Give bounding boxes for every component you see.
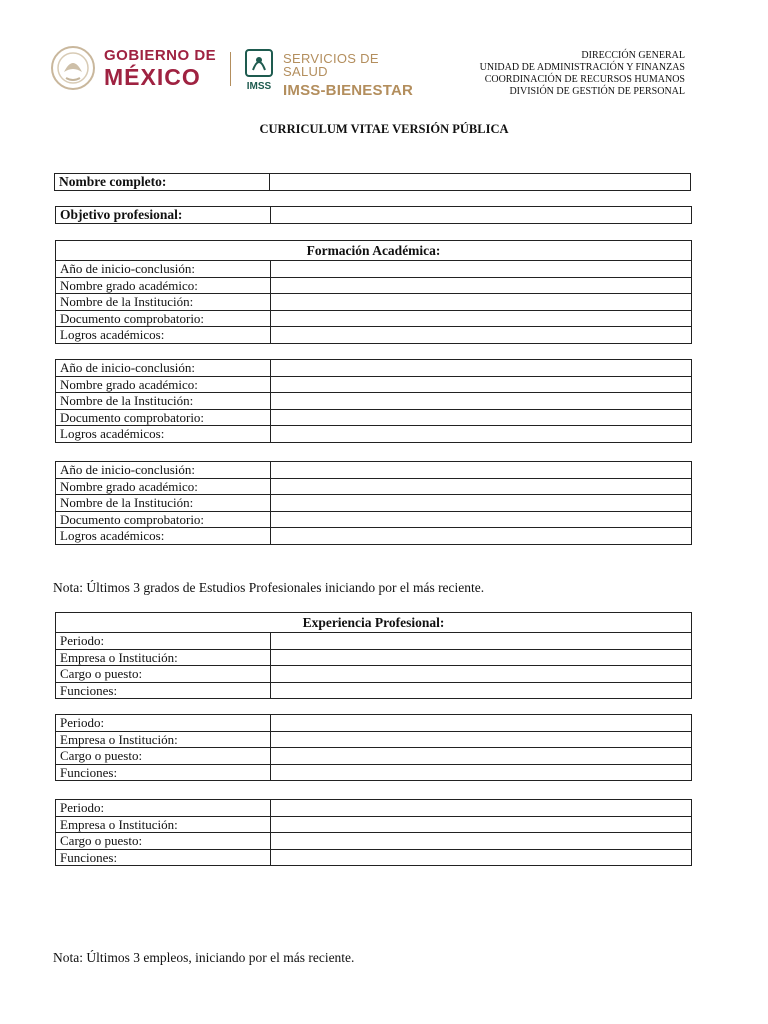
nombre-label: Nombre completo: <box>55 174 270 191</box>
header-line-division: DIVISIÓN DE GESTIÓN DE PERSONAL <box>509 86 685 97</box>
header-divider <box>230 52 231 86</box>
exp-field[interactable] <box>271 731 692 748</box>
form-label: Nombre de la Institución: <box>56 294 271 311</box>
exp-field[interactable] <box>271 715 692 732</box>
exp-label: Periodo: <box>56 715 271 732</box>
experiencia-table-3 <box>55 799 692 866</box>
header-line-unidad: UNIDAD DE ADMINISTRACIÓN Y FINANZAS <box>479 62 685 73</box>
exp-field[interactable] <box>271 666 692 683</box>
form-label: Año de inicio-conclusión: <box>56 462 271 479</box>
form-field[interactable] <box>271 511 692 528</box>
form-field[interactable] <box>271 495 692 512</box>
form-label: Nombre grado académico: <box>56 478 271 495</box>
form-field[interactable] <box>271 393 692 410</box>
exp-field[interactable] <box>271 849 692 866</box>
form-label: Documento comprobatorio: <box>56 310 271 327</box>
experiencia-table-2 <box>55 714 692 781</box>
exp-field[interactable] <box>271 633 692 650</box>
exp-label: Funciones: <box>56 764 271 781</box>
exp-field[interactable] <box>271 649 692 666</box>
national-seal-icon <box>50 42 96 94</box>
exp-field[interactable] <box>271 764 692 781</box>
document-title: CURRICULUM VITAE VERSIÓN PÚBLICA <box>259 122 509 136</box>
gobierno-de-mexico-logo <box>50 42 220 94</box>
form-field[interactable] <box>271 376 692 393</box>
exp-label: Cargo o puesto: <box>56 833 271 850</box>
exp-label: Empresa o Institución: <box>56 816 271 833</box>
form-label: Documento comprobatorio: <box>56 511 271 528</box>
form-label: Nombre de la Institución: <box>56 393 271 410</box>
imss-emblem-icon <box>243 48 277 92</box>
form-label: Documento comprobatorio: <box>56 409 271 426</box>
formacion-table-1 <box>55 240 692 344</box>
nombre-field[interactable] <box>270 174 691 191</box>
exp-label: Periodo: <box>56 633 271 650</box>
form-label: Año de inicio-conclusión: <box>56 360 271 377</box>
form-field[interactable] <box>271 478 692 495</box>
imss-bienestar-logo <box>243 48 423 99</box>
experiencia-table-1 <box>55 612 692 699</box>
form-field[interactable] <box>271 360 692 377</box>
form-label: Logros académicos: <box>56 528 271 545</box>
form-label: Año de inicio-conclusión: <box>56 261 271 278</box>
imss-line2: IMSS-BIENESTAR <box>283 82 414 99</box>
objetivo-label: Objetivo profesional: <box>56 207 271 224</box>
form-label: Nombre grado académico: <box>56 376 271 393</box>
form-field[interactable] <box>271 294 692 311</box>
exp-label: Periodo: <box>56 800 271 817</box>
exp-field[interactable] <box>271 748 692 765</box>
form-label: Logros académicos: <box>56 426 271 443</box>
exp-label: Cargo o puesto: <box>56 748 271 765</box>
formacion-heading: Formación Académica: <box>56 241 692 261</box>
form-label: Logros académicos: <box>56 327 271 344</box>
experiencia-heading: Experiencia Profesional: <box>56 613 692 633</box>
form-field[interactable] <box>271 310 692 327</box>
formacion-table-2 <box>55 359 692 443</box>
gobierno-line1: GOBIERNO DE <box>104 47 217 64</box>
form-label: Nombre grado académico: <box>56 277 271 294</box>
objetivo-table <box>55 206 692 224</box>
imss-emblem-text: IMSS <box>246 81 272 92</box>
exp-label: Funciones: <box>56 682 271 699</box>
exp-label: Empresa o Institución: <box>56 731 271 748</box>
form-field[interactable] <box>271 426 692 443</box>
exp-label: Funciones: <box>56 849 271 866</box>
exp-field[interactable] <box>271 816 692 833</box>
experiencia-note: Nota: Últimos 3 empleos, iniciando por el más reciente. <box>53 950 355 965</box>
gobierno-line2: MÉXICO <box>104 64 201 90</box>
form-field[interactable] <box>271 261 692 278</box>
form-field[interactable] <box>271 409 692 426</box>
exp-field[interactable] <box>271 833 692 850</box>
form-field[interactable] <box>271 277 692 294</box>
exp-label: Cargo o puesto: <box>56 666 271 683</box>
form-field[interactable] <box>271 462 692 479</box>
formacion-note: Nota: Últimos 3 grados de Estudios Profesionales iniciando por el más reciente. <box>53 580 485 595</box>
header-line-coordinacion: COORDINACIÓN DE RECURSOS HUMANOS <box>484 74 685 85</box>
imss-line1: SERVICIOS DE SALUD <box>283 51 379 79</box>
header-line-direccion: DIRECCIÓN GENERAL <box>581 50 685 61</box>
header-department-block <box>480 50 685 98</box>
exp-field[interactable] <box>271 800 692 817</box>
objetivo-field[interactable] <box>271 207 692 224</box>
form-label: Nombre de la Institución: <box>56 495 271 512</box>
exp-field[interactable] <box>271 682 692 699</box>
exp-label: Empresa o Institución: <box>56 649 271 666</box>
form-field[interactable] <box>271 327 692 344</box>
nombre-table <box>54 173 691 191</box>
form-field[interactable] <box>271 528 692 545</box>
formacion-table-3 <box>55 461 692 545</box>
